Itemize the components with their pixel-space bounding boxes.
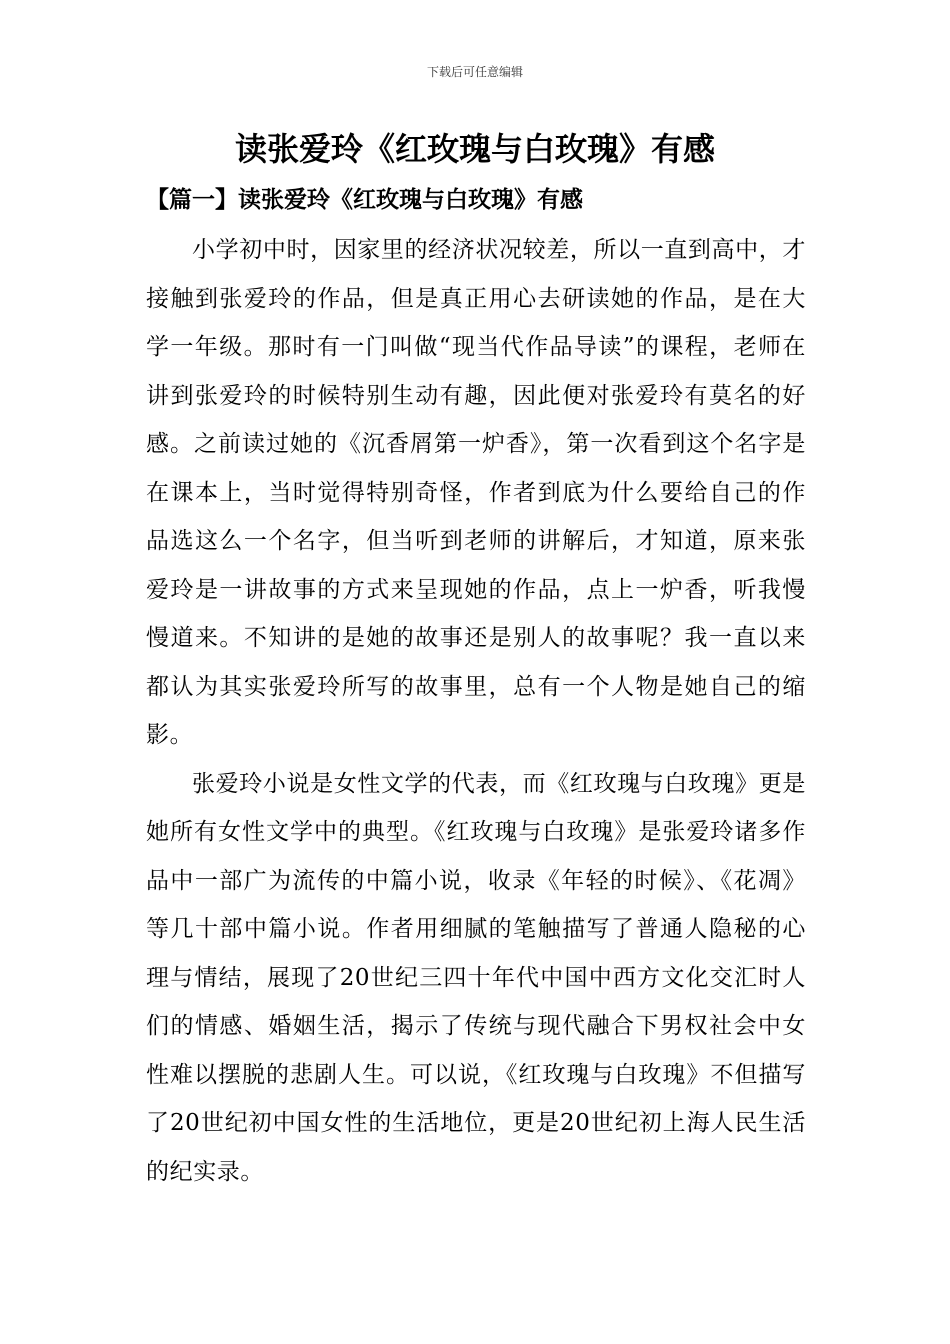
- paragraph-1: 小学初中时，因家里的经济状况较差，所以一直到高中，才接触到张爱玲的作品，但是真正用心去研读她的作品，是在大学一年级。那时有一门叫做“现当代作品导读”的课程，老师在讲到张爱玲的时候特别生动有趣，因此便对张爱玲有莫名的好感。之前读过她的《沉香屑第一炉香》，第一次看到这个名字是在课本上，当时觉得特别奇怪，作者到底为什么要给自己的作品选这么一个名字，但当听到老师的讲解后，才知道，原来张爱玲是一讲故事的方式来呈现她的作品，点上一炉香，听我慢慢道来。不知讲的是她的故事还是别人的故事呢？我一直以来都认为其实张爱玲所写的故事里，总有一个人物是她自己的缩影。: [146, 237, 806, 748]
- paragraph-2: 张爱玲小说是女性文学的代表，而《红玫瑰与白玫瑰》更是她所有女性文学中的典型。《红玫瑰与白玫瑰》是张爱玲诸多作品中一部广为流传的中篇小说，收录《年轻的时候》、《花凋》等几十部中篇小说。作者用细腻的笔触描写了普通人隐秘的心理与情结，展现了20世纪三四十年代中国中西方文化交汇时人们的情感、婚姻生活，揭示了传统与现代融合下男权社会中女性难以摆脱的悲剧人生。可以说，《红玫瑰与白玫瑰》不但描写了20世纪初中国女性的生活地位，更是20世纪初上海人民生活的纪实录。: [146, 770, 806, 1185]
- document-title: 读张爱玲《红玫瑰与白玫瑰》有感: [234, 130, 715, 168]
- section-heading: 【篇一】读张爱玲《红玫瑰与白玫瑰》有感: [146, 186, 583, 213]
- body-text: [146, 226, 806, 1196]
- header-note: 下载后可任意编辑: [426, 65, 523, 79]
